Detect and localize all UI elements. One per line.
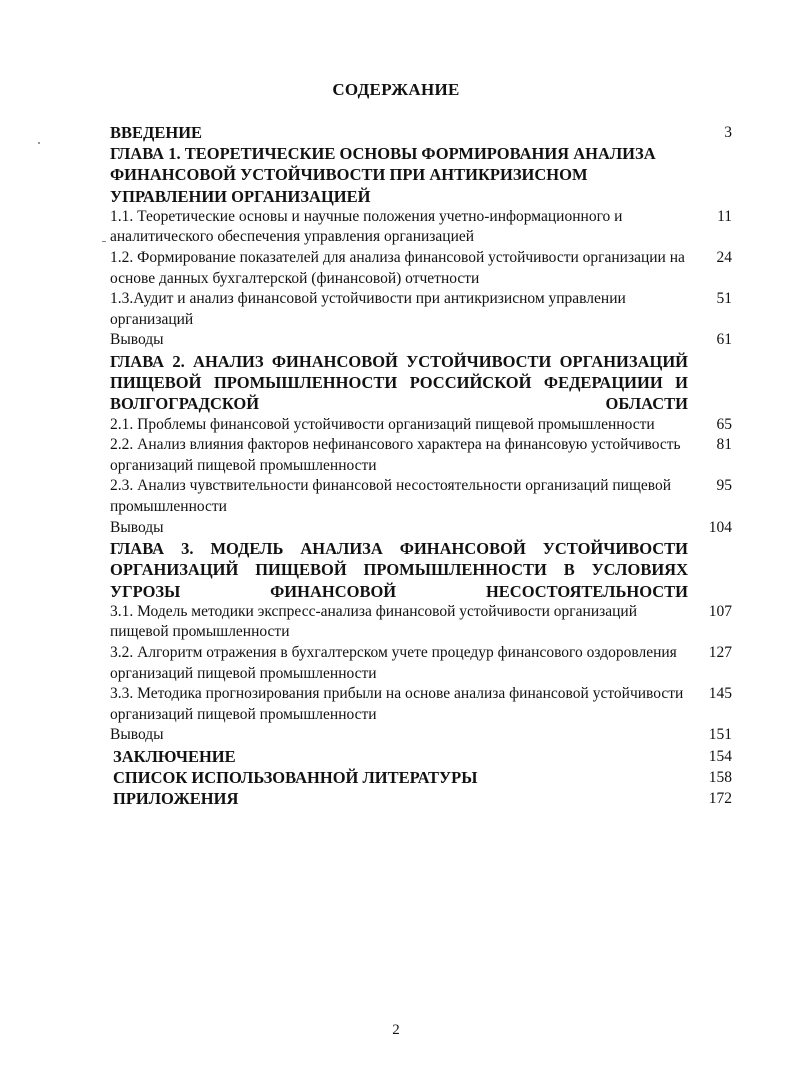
toc-entry-2-3: [110, 476, 736, 517]
page-title: СОДЕРЖАНИЕ: [332, 80, 460, 99]
toc-entry-page: 107: [708, 602, 732, 620]
toc-entry-3-1: [110, 602, 736, 643]
toc-entry-2-2: [110, 435, 736, 476]
toc-entry-page: 3: [724, 124, 732, 141]
toc-entry-text: 3.3. Методика прогнозирования прибыли на основе анализа финансовой устойчивости организаций пищевой промышленности: [110, 685, 684, 723]
toc-entry-conclusions-3: [110, 725, 736, 746]
toc-entry-page: 154: [708, 747, 732, 765]
toc-entry-text: 2.3. Анализ чувствительности финансовой несостоятельности организаций пищевой промышленности: [110, 477, 672, 515]
toc-entry-conclusions-1: [110, 330, 736, 351]
toc-entry-introduction: [110, 122, 736, 143]
toc-entry-page: 11: [717, 207, 732, 225]
toc-entry-page: 158: [708, 769, 732, 787]
toc-entry-text: 1.3.Аудит и анализ финансовой устойчивости при антикризисном управлении организаций: [110, 290, 626, 328]
toc-entry-appendices: [110, 788, 736, 809]
toc-entry-text: Выводы: [110, 726, 164, 744]
toc-entry-page: 65: [716, 415, 732, 433]
toc-entry-3-3: [110, 684, 736, 725]
toc-entry-text: Выводы: [110, 518, 164, 536]
toc-entry-conclusions-2: [110, 518, 736, 539]
toc-entry-2-1: [110, 415, 736, 436]
table-of-contents: [110, 122, 736, 810]
scan-speck: [102, 241, 106, 242]
toc-entry-text: СПИСОК ИСПОЛЬЗОВАННОЙ ЛИТЕРАТУРЫ: [113, 768, 478, 788]
toc-entry-text: ВВЕДЕНИЕ: [110, 123, 203, 142]
toc-entry-1-3: [110, 289, 736, 330]
toc-entry-text: 2.1. Проблемы финансовой устойчивости организаций пищевой промышленности: [110, 415, 655, 433]
toc-entry-text: Выводы: [110, 331, 164, 349]
toc-entry-text: 3.2. Алгоритм отражения в бухгалтерском учете процедур финансового оздоровления организаций пищевой промышленности: [110, 643, 677, 682]
scan-speck: [38, 142, 40, 144]
toc-entry-chapter-3: [110, 538, 736, 602]
toc-entry-page: 151: [708, 726, 732, 744]
toc-entry-page: 61: [716, 331, 732, 349]
toc-entry-page: 24: [716, 249, 732, 266]
toc-entry-page: 172: [708, 790, 732, 808]
toc-entry-bibliography: [110, 767, 736, 788]
toc-entry-1-1: [110, 207, 736, 248]
toc-entry-chapter-1: [110, 143, 736, 207]
toc-entry-text: ГЛАВА 1. ТЕОРЕТИЧЕСКИЕ ОСНОВЫ ФОРМИРОВАНИЯ АНАЛИЗА ФИНАНСОВОЙ УСТОЙЧИВОСТИ ПРИ АНТИКРИЗИСНОМ УПРАВЛЕНИИ ОРГАНИЗАЦИЕЙ: [110, 144, 656, 206]
toc-entry-text: 1.2. Формирование показателей для анализа финансовой устойчивости организации на основе данных бухгалтерской (финансовой) отчетности: [110, 249, 685, 287]
toc-entry-chapter-2: [110, 351, 736, 415]
toc-entry-page: 127: [708, 643, 732, 661]
toc-entry-page: 95: [716, 477, 732, 495]
toc-entry-conclusion: [110, 746, 736, 767]
page-number: 2: [392, 1022, 400, 1038]
toc-entry-text: ГЛАВА 3. МОДЕЛЬ АНАЛИЗА ФИНАНСОВОЙ УСТОЙЧИВОСТИ ОРГАНИЗАЦИЙ ПИЩЕВОЙ ПРОМЫШЛЕННОСТИ В УСЛОВИЯХ УГРОЗЫ ФИНАНСОВОЙ НЕСОСТОЯТЕЛЬНОСТИ: [110, 539, 688, 601]
toc-entry-text: ПРИЛОЖЕНИЯ: [113, 789, 239, 809]
toc-entry-text: ЗАКЛЮЧЕНИЕ: [113, 746, 236, 766]
toc-entry-page: 81: [716, 436, 732, 454]
toc-entry-text: ГЛАВА 2. АНАЛИЗ ФИНАНСОВОЙ УСТОЙЧИВОСТИ ОРГАНИЗАЦИЙ ПИЩЕВОЙ ПРОМЫШЛЕННОСТИ РОССИЙСКОЙ ФЕДЕРАЦИИИ И ВОЛГОГРАДСКОЙ ОБЛАСТИ: [110, 351, 688, 414]
toc-entry-1-2: [110, 248, 736, 289]
toc-entry-text: 1.1. Теоретические основы и научные положения учетно-информационного и аналитического обеспечения управления организацией: [110, 207, 623, 246]
toc-entry-page: 104: [708, 518, 732, 536]
toc-entry-text: 2.2. Анализ влияния факторов нефинансового характера на финансовую устойчивость организаций пищевой промышленности: [110, 436, 681, 474]
toc-entry-text: 3.1. Модель методики экспресс-анализа финансовой устойчивости организаций пищевой промышленности: [110, 602, 638, 641]
toc-entry-3-2: [110, 643, 736, 684]
toc-entry-page: 145: [708, 685, 732, 703]
toc-entry-page: 51: [716, 290, 732, 308]
